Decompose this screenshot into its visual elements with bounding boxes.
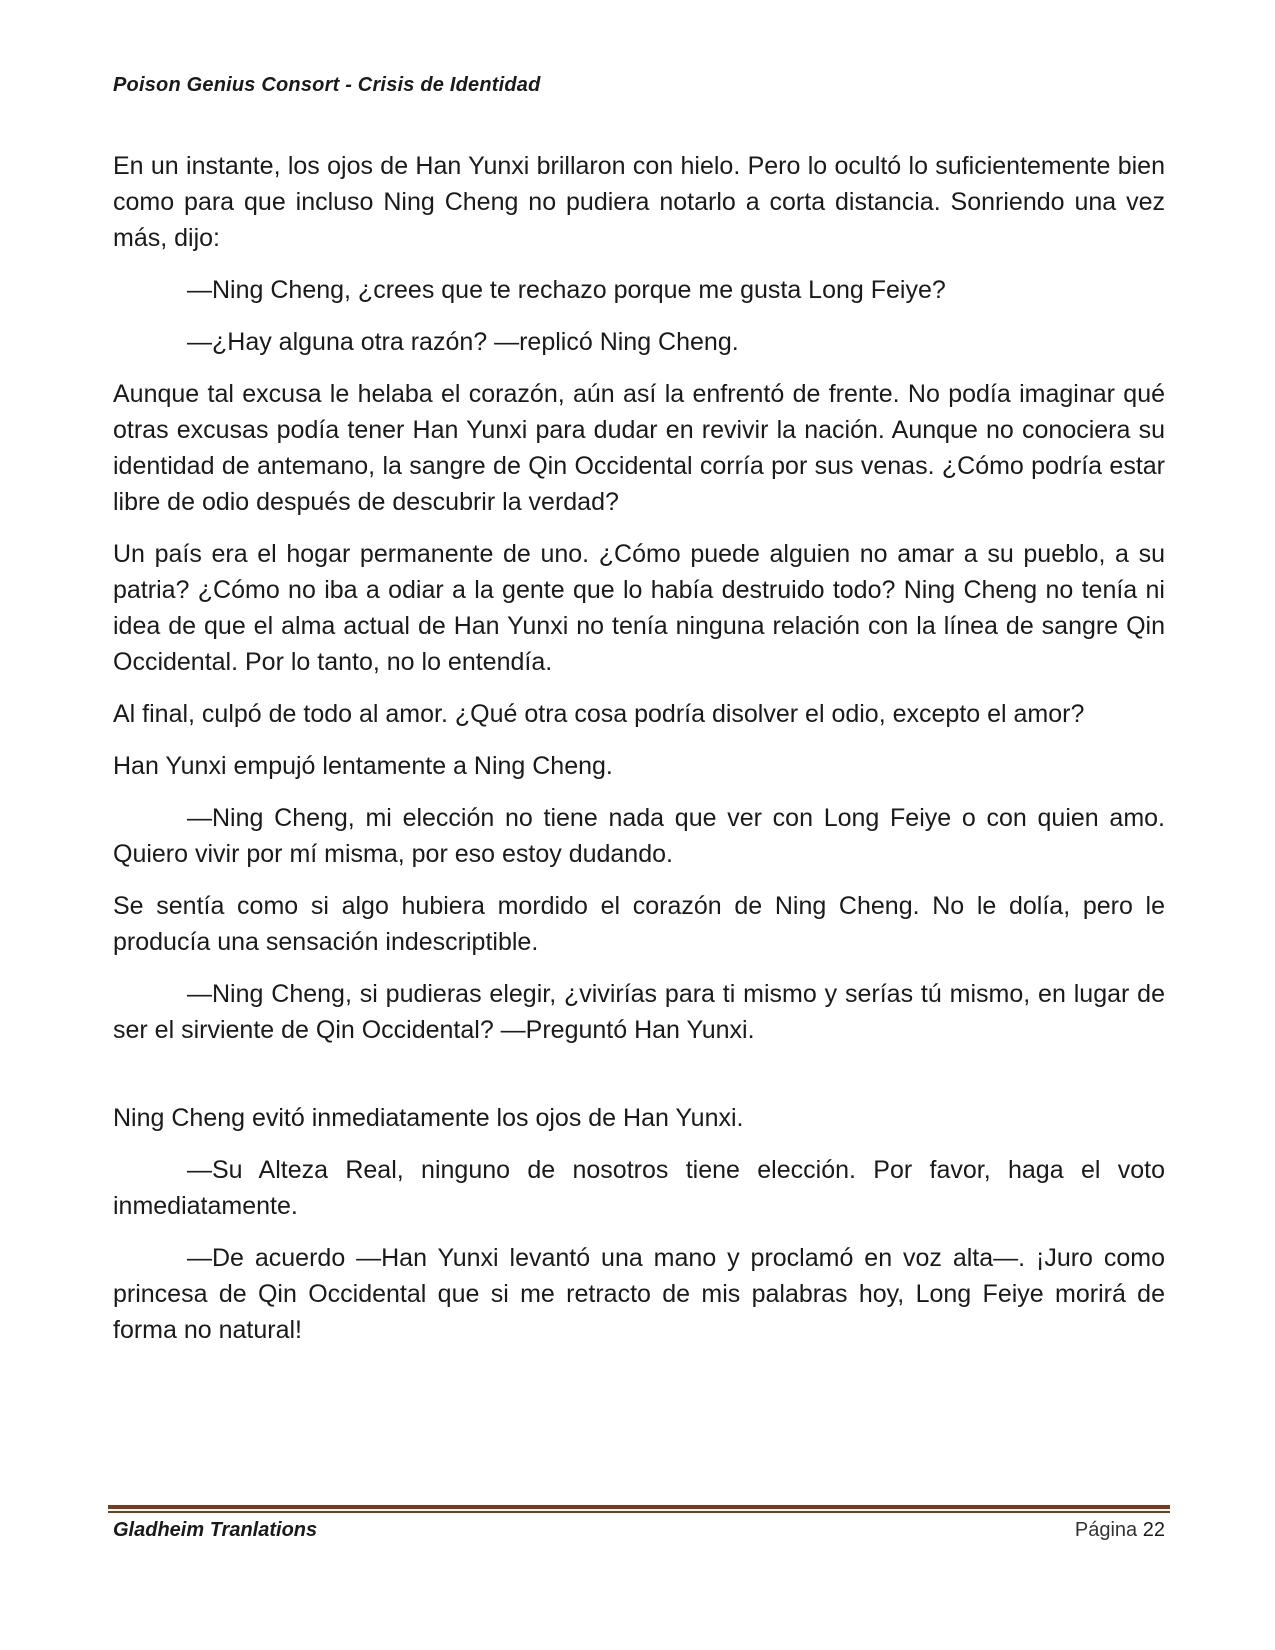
document-body [113, 148, 1165, 1364]
paragraph: Aunque tal excusa le helaba el corazón, aún así la enfrentó de frente. No podía imaginar qué otras excusas podía tener Han Yunxi para dudar en revivir la nación. Aunque no conociera su identidad de antemano, la sangre de Qin Occidental corría por sus venas. ¿Cómo podría estar libre de odio después de descubrir la verdad? [113, 380, 1165, 516]
dialogue-paragraph: —Su Alteza Real, ninguno de nosotros tiene elección. Por favor, haga el voto inmediatamente. [113, 1156, 1165, 1220]
dialogue-paragraph: —Ning Cheng, mi elección no tiene nada que ver con Long Feiye o con quien amo. Quiero vivir por mí misma, por eso estoy dudando. [113, 804, 1165, 868]
page-label: Página [1074, 1519, 1138, 1541]
footer-publisher: Gladheim Tranlations [113, 1519, 318, 1541]
page-number: 22 [1142, 1519, 1165, 1541]
page-header-title: Poison Genius Consort - Crisis de Identidad [113, 74, 541, 96]
paragraph: Ning Cheng evitó inmediatamente los ojos de Han Yunxi. [113, 1104, 744, 1132]
paragraph: Un país era el hogar permanente de uno. ¿Cómo puede alguien no amar a su pueblo, a su patria? ¿Cómo no iba a odiar a la gente que lo había destruido todo? Ning Cheng no tenía ni idea de que el alma actual de Han Yunxi no tenía ninguna relación con la línea de sangre Qin Occidental. Por lo tanto, no lo entendía. [113, 540, 1165, 676]
paragraph: Se sentía como si algo hubiera mordido el corazón de Ning Cheng. No le dolía, pero le producía una sensación indescriptible. [113, 892, 1165, 956]
paragraph: Han Yunxi empujó lentamente a Ning Cheng. [113, 752, 613, 780]
dialogue-paragraph: —¿Hay alguna otra razón? —replicó Ning Cheng. [187, 328, 739, 356]
dialogue-paragraph: —De acuerdo —Han Yunxi levantó una mano y proclamó en voz alta—. ¡Juro como princesa de Qin Occidental que si me retracto de mis palabras hoy, Long Feiye morirá de forma no natural! [113, 1244, 1165, 1344]
footer-divider [108, 1505, 1170, 1513]
dialogue-paragraph: —Ning Cheng, ¿crees que te rechazo porque me gusta Long Feiye? [187, 276, 946, 304]
footer-divider-thin-line [108, 1511, 1170, 1513]
paragraph: En un instante, los ojos de Han Yunxi brillaron con hielo. Pero lo ocultó lo suficientemente bien como para que incluso Ning Cheng no pudiera notarlo a corta distancia. Sonriendo una vez más, dijo: [113, 152, 1165, 252]
footer-page-indicator [1075, 1519, 1165, 1542]
paragraph: Al final, culpó de todo al amor. ¿Qué otra cosa podría disolver el odio, excepto el amor? [113, 700, 1085, 728]
dialogue-paragraph: —Ning Cheng, si pudieras elegir, ¿vivirías para ti mismo y serías tú mismo, en lugar de ser el sirviente de Qin Occidental? —Preguntó Han Yunxi. [113, 980, 1165, 1044]
footer-divider-thick-line [108, 1505, 1170, 1509]
